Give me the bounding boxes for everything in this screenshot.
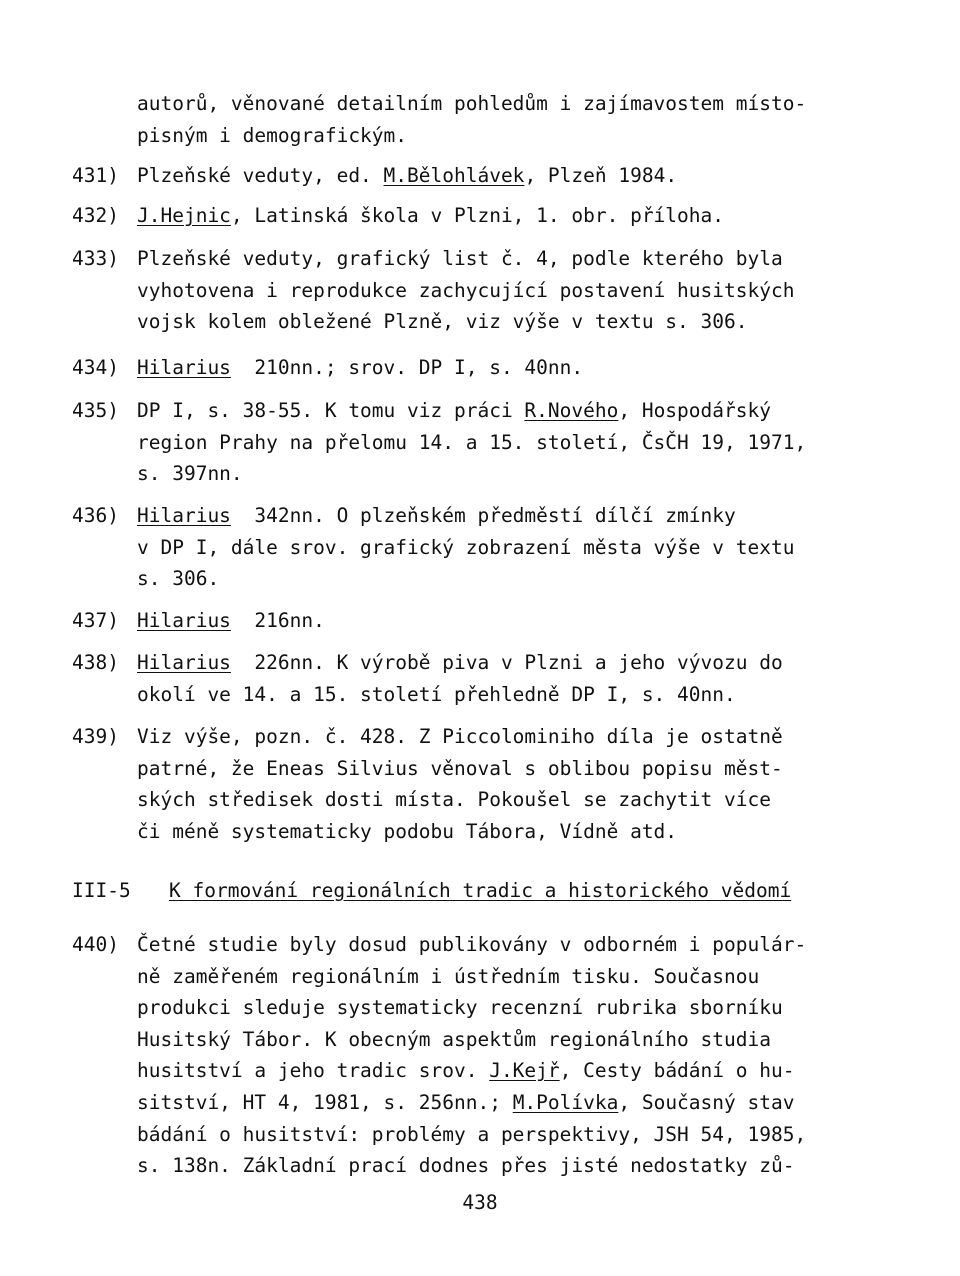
- section-heading: [72, 875, 791, 907]
- footnote-number: 434): [72, 356, 119, 379]
- page-number: 438: [462, 1191, 498, 1214]
- text-line: s. 306.: [137, 567, 220, 591]
- footnote-434: 434) Hilarius 210nn.; srov. DP I, s. 40nn.: [72, 352, 892, 384]
- footnote-number: 435): [72, 399, 119, 422]
- continuation-text: [137, 88, 806, 151]
- author-name: Hilarius: [137, 609, 231, 632]
- text-line: patrné, že Eneas Silvius věnoval s oblibou popisu měst-: [137, 756, 783, 780]
- footnote-431: 431) Plzeňské veduty, ed. M.Bělohlávek, Plzeň 1984.: [72, 160, 892, 192]
- text-line: ně zaměřeném regionálním i ústředním tisku. Současnou: [137, 964, 760, 988]
- section-title: K formování regionálních tradic a historického vědomí: [169, 879, 792, 902]
- text-line: pisným i demografickým.: [137, 123, 408, 147]
- footnote-437: 437) Hilarius 216nn.: [72, 605, 892, 637]
- text-line: či méně systematicky podobu Tábora, Vídně atd.: [137, 819, 678, 843]
- author-name: J.Kejř: [489, 1059, 560, 1083]
- author-name: Hilarius: [137, 504, 231, 527]
- text-line: Četné studie byly dosud publikovány v odborném i populár-: [137, 933, 807, 956]
- text-line: ských středisek dosti místa. Pokoušel se zachytit více: [137, 788, 771, 812]
- footnote-number: 436): [72, 504, 119, 527]
- text-line: s. 138n. Základní prací dodnes přes jisté nedostatky zů-: [137, 1154, 795, 1178]
- footnote-number: 432): [72, 204, 119, 227]
- author-name: M.Polívka: [512, 1090, 619, 1114]
- text-line: bádání o husitství: problémy a perspektivy, JSH 54, 1985,: [137, 1122, 807, 1146]
- section-number: III-5: [72, 879, 131, 902]
- footnote-number: 439): [72, 725, 119, 748]
- author-name: Hilarius: [137, 651, 231, 674]
- text-line: vyhotovena i reprodukce zachycující postavení husitských: [137, 278, 795, 302]
- text-line: Plzeňské veduty, grafický list č. 4, podle kterého byla: [137, 247, 783, 270]
- footnote-number: 437): [72, 609, 119, 632]
- footnote-number: 440): [72, 933, 119, 956]
- footnote-number: 433): [72, 247, 119, 270]
- footnote-433: [72, 243, 892, 338]
- author-name: Hilarius: [137, 356, 231, 379]
- text-line: autorů, věnované detailním pohledům i zajímavostem místo-: [137, 92, 807, 115]
- footnote-number: 438): [72, 651, 119, 674]
- footnote-438: 438) Hilarius 226nn. K výrobě piva v Plzni a jeho vývozu do okolí ve 14. a 15. století přehledně DP I, s. 40nn.: [72, 647, 892, 710]
- text-line: Husitský Tábor. K obecným aspektům regionálního studia: [137, 1027, 771, 1051]
- author-name: R.Nového: [524, 399, 619, 422]
- text-line: Viz výše, pozn. č. 428. Z Piccolominiho díla je ostatně: [137, 725, 783, 748]
- author-name: M.Bělohlávek: [383, 164, 525, 187]
- footnote-439: [72, 721, 892, 847]
- text-line: okolí ve 14. a 15. století přehledně DP I, s. 40nn.: [137, 682, 736, 706]
- text-line: v DP I, dále srov. grafický zobrazení města výše v textu: [137, 535, 795, 559]
- footnote-432: 432) J.Hejnic, Latinská škola v Plzni, 1. obr. příloha.: [72, 200, 892, 232]
- author-name: J.Hejnic: [137, 204, 231, 227]
- footnote-number: 431): [72, 164, 119, 187]
- text-line: region Prahy na přelomu 14. a 15. století, ČsČH 19, 1971,: [137, 430, 807, 454]
- footnote-436: 436) Hilarius 342nn. O plzeňském předměstí dílčí zmínky v DP I, dále srov. grafický zobrazení města výše v textu s. 306.: [72, 500, 892, 595]
- text-line: vojsk kolem obležené Plzně, viz výše v textu s. 306.: [137, 310, 748, 334]
- text-line: s. 397nn.: [137, 462, 243, 486]
- text-line: produkci sleduje systematicky recenzní rubrika sborníku: [137, 996, 783, 1020]
- footnote-435: 435) DP I, s. 38-55. K tomu viz práci R.Nového, Hospodářský region Prahy na přelomu 14. a 15. století, ČsČH 19, 1971, s. 397nn.: [72, 395, 892, 490]
- footnote-440: 440) Četné studie byly dosud publikovány v odborném i populár- ně zaměřeném regionálním i ústředním tisku. Současnou produkci sleduje systematicky recenzní rubrika sborníku Husitský Tábor. K obecným aspektům regionálního studia husitství a jeho tradic srov. J.Kejř, Cesty bádání o hu- sitství, HT 4, 1981, s. 256nn.; M.Polívka, Současný stav bádání o husitství: problémy a perspektivy, JSH 54, 1985, s. 138n. Základní prací dodnes přes jisté nedostatky zů-: [72, 929, 892, 1182]
